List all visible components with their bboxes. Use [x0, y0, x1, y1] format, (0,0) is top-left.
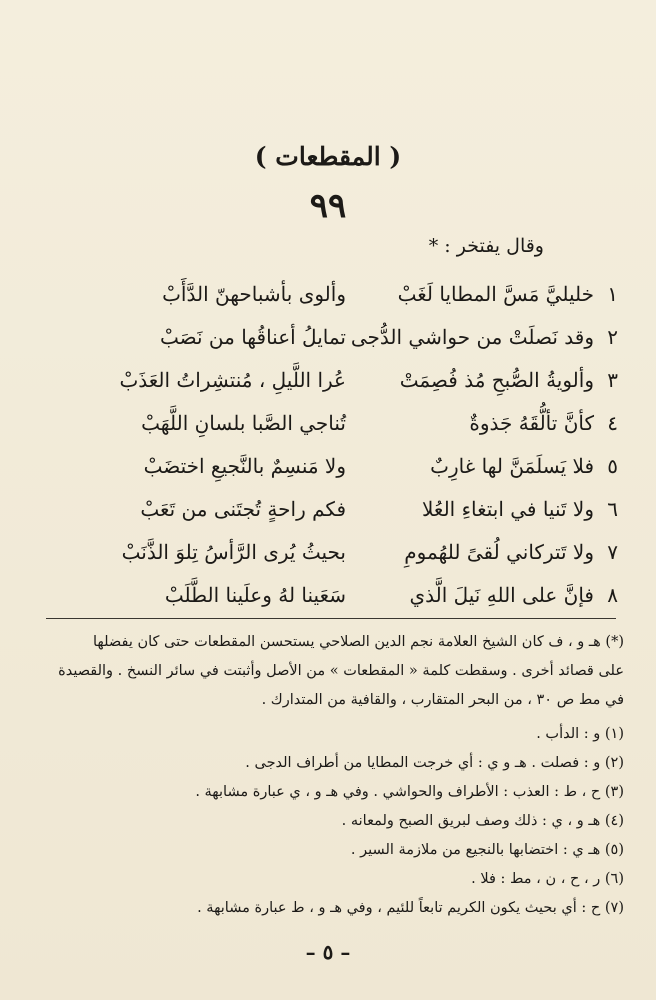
verse-number: ٢ [607, 325, 618, 349]
footnote: (٧) ح : أي بحيث يكون الكريم تابعاً للئيم ، وفي هـ و ، ط عبارة مشابهة . [197, 900, 624, 916]
verse-line [0, 448, 656, 488]
verse-first-hemistich: ولا تَتركاني لُقىً للهُمومِ [404, 540, 594, 564]
footnote: (٦) ر ، ح ، ن ، مط : فلا . [471, 871, 624, 887]
general-note-line: في مط ص ٣٠ ، من البحر المتقارب ، والقافية من المتدارك . [261, 692, 624, 708]
verse-line [0, 405, 656, 445]
verse-second-hemistich: سَعَينا لهُ وعلَينا الطَّلَبْ [164, 583, 346, 607]
verse-number: ٣ [607, 368, 618, 392]
general-note-line: على قصائد أخرى . وسقطت كلمة « المقطعات » من الأصل وأثبتت في سائر النسخ . والقصيدة [58, 663, 624, 679]
verse-first-hemistich: خليليَّ مَسَّ المطايا لَغَبْ [397, 282, 594, 306]
verse-second-hemistich: عُرا اللَّيلِ ، مُنتشِراتُ العَذَبْ [119, 368, 346, 392]
verse-second-hemistich: فكم راحةٍ تُجتَنى من تَعَبْ [140, 497, 346, 521]
verse-first-hemistich: وألويةُ الصُّبحِ مُذ فُصِمَتْ [399, 368, 594, 392]
verse-first-hemistich: وقد نَصلَتْ من حواشي الدُّجى [350, 325, 594, 349]
footnote-divider [46, 618, 616, 619]
verse-line [0, 319, 656, 359]
verse-number: ١ [607, 282, 618, 306]
footnote: (٥) هـ ي : اختضابها بالنجيع من ملازمة السير . [350, 842, 624, 858]
general-note-line: (*) هـ و ، ف كان الشيخ العلامة نجم الدين الصلاحي يستحسن المقطعات حتى كان يفضلها [93, 634, 624, 650]
verse-line [0, 491, 656, 531]
verse-first-hemistich: فلا يَسلَمَنَّ لها غارِبٌ [430, 454, 594, 478]
verse-number: ٦ [607, 497, 618, 521]
verse-second-hemistich: تُناجي الصَّبا بلسانِ اللَّهَبْ [141, 411, 346, 435]
verse-number: ٧ [607, 540, 618, 564]
verse-line [0, 362, 656, 402]
page-number: – ٥ – [305, 940, 351, 964]
verse-second-hemistich: ولا مَنسِمٌ بالنَّجيعِ اختضَبْ [143, 454, 346, 478]
verse-number: ٥ [607, 454, 618, 478]
verse-second-hemistich: بحيثُ يُرى الرَّأسُ تِلوَ الذَّنَبْ [121, 540, 346, 564]
verse-line [0, 577, 656, 617]
verse-second-hemistich: وألوى بأشباحهنّ الدَّأَبْ [162, 282, 346, 306]
verse-line [0, 276, 656, 316]
verse-number: ٨ [607, 583, 618, 607]
poem-intro: وقال يفتخر : * [428, 235, 544, 257]
verse-line [0, 534, 656, 574]
verse-first-hemistich: ولا تَنيا في ابتغاءِ العُلا [422, 497, 594, 521]
verse-number: ٤ [607, 411, 618, 435]
footnote: (١) و : الدأب . [536, 726, 624, 742]
section-heading: ( المقطعات ) [254, 142, 402, 171]
verse-first-hemistich: كأنَّ تألُّقَهُ جَذوةٌ [469, 411, 594, 435]
footnote: (٤) هـ و ، ي : ذلك وصف لبريق الصبح ولمعانه . [341, 813, 624, 829]
verse-first-hemistich: فإنَّ على اللهِ نَيلَ الَّذي [409, 583, 594, 607]
verse-second-hemistich: تمايلُ أعناقُها من نَصَبْ [160, 325, 346, 349]
footnote: (٣) ح ، ط : العذب : الأطراف والحواشي . وفي هـ و ، ي عبارة مشابهة . [195, 784, 624, 800]
footnote: (٢) و : فصلت . هـ و ي : أي خرجت المطايا من أطراف الدجى . [245, 755, 624, 771]
poem-number: ٩٩ [309, 186, 347, 226]
